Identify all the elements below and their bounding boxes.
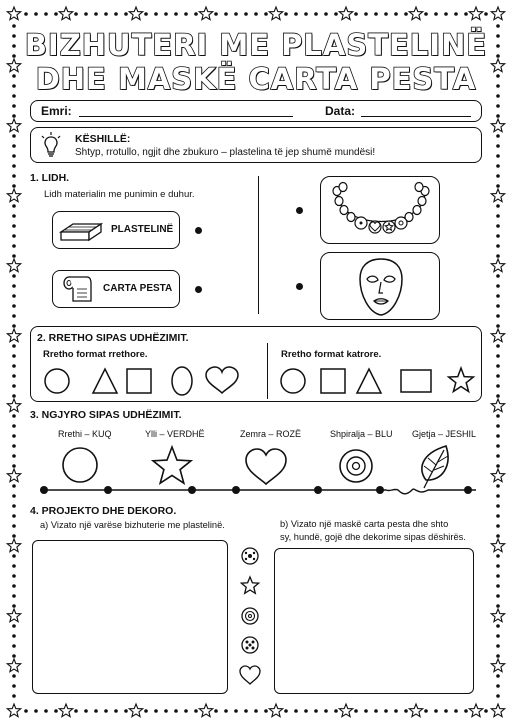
- section3-heading: 3. NGJYRO SIPAS UDHËZIMIT.: [30, 409, 182, 421]
- section4-b-line2: sy, hundë, gojë dhe dekorime sipas dëshirës.: [280, 532, 466, 542]
- shape-star-2[interactable]: [449, 368, 474, 392]
- star-icon: [241, 577, 258, 593]
- heart-icon: [240, 666, 260, 684]
- date-field[interactable]: [361, 116, 471, 117]
- section2-heading: 2. RRETHO SIPAS UDHËZIMIT.: [37, 332, 189, 344]
- match-item-carta-pesta[interactable]: [52, 270, 180, 308]
- section2-shapes: [31, 327, 483, 403]
- name-date-box: [30, 100, 482, 122]
- shape-square-2[interactable]: [321, 369, 345, 393]
- section2-left-instruction: Rretho format rrethore.: [43, 349, 148, 360]
- section2-right-instruction: Rretho format katrore.: [281, 349, 382, 360]
- tip-box: [30, 127, 482, 163]
- shape-square-1[interactable]: [127, 369, 151, 393]
- section1-divider: [258, 176, 259, 314]
- date-label: Data:: [325, 104, 356, 118]
- section1-heading: 1. LIDH.: [30, 172, 70, 184]
- section4-heading: 4. PROJEKTO DHE DEKORO.: [30, 505, 177, 517]
- color-circle[interactable]: [63, 448, 97, 482]
- necklace-icon: [329, 183, 433, 239]
- shape-circle-2[interactable]: [281, 369, 305, 393]
- paper-roll-icon: [61, 275, 97, 305]
- section4-b-line1: b) Vizato një maskë carta pesta dhe shto: [280, 519, 449, 529]
- shape-circle-1[interactable]: [45, 369, 69, 393]
- drawing-area-mask[interactable]: [274, 548, 474, 694]
- mask-card[interactable]: [320, 252, 440, 320]
- shape-heart-1[interactable]: [206, 367, 238, 393]
- shape-triangle-1[interactable]: [93, 369, 117, 393]
- match-label-carta-pesta: CARTA PESTA: [103, 283, 173, 294]
- title-line-2: DHE MASKË CARTA PESTA: [35, 62, 477, 96]
- clay-block-icon: [59, 218, 103, 244]
- necklace-card[interactable]: [320, 176, 440, 244]
- color-leaf[interactable]: [422, 446, 448, 488]
- shape-triangle-2[interactable]: [357, 369, 381, 393]
- match-dot-plastelina[interactable]: [195, 227, 202, 234]
- color-label-heart: Zemra – ROZË: [240, 429, 302, 439]
- tip-heading: KËSHILLË:: [75, 133, 131, 145]
- tip-text: Shtyp, rrotullo, ngjit dhe zbukuro – plastelina të jep shumë mundësi!: [75, 147, 376, 158]
- match-dot-necklace[interactable]: [296, 207, 303, 214]
- title-line-1: BIZHUTERI ME PLASTELINË: [24, 28, 488, 62]
- section2-box: [30, 326, 482, 402]
- section3-shapes: [0, 440, 512, 504]
- color-spiral[interactable]: [340, 450, 372, 482]
- shape-oval-1[interactable]: [172, 367, 192, 395]
- color-label-spiral: Shpiralja – BLU: [330, 429, 393, 439]
- name-field[interactable]: [79, 116, 293, 117]
- color-label-leaf: Gjetja – JESHIL: [412, 429, 477, 439]
- mask-icon: [357, 257, 405, 317]
- match-dot-carta-pesta[interactable]: [195, 286, 202, 293]
- bead-flower-icon: [242, 548, 258, 564]
- drawing-area-jewelry[interactable]: [32, 540, 228, 694]
- shape-rectangle-2[interactable]: [401, 370, 431, 392]
- color-label-circle: Rrethi – KUQ: [58, 429, 112, 439]
- section4-a-text: a) Vizato një varëse bizhuterie me plastelinë.: [40, 520, 225, 530]
- name-label: Emri:: [41, 104, 72, 118]
- match-label-plastelina: PLASTELINË: [111, 224, 174, 235]
- dotted-bead-icon: [242, 637, 258, 653]
- section4-icon-column: [236, 544, 266, 694]
- color-label-star: Ylli – VERDHË: [145, 429, 205, 439]
- section1-instruction: Lidh materialin me punimin e duhur.: [44, 189, 195, 200]
- color-star[interactable]: [153, 447, 191, 483]
- color-heart[interactable]: [246, 449, 286, 484]
- spiral-icon: [242, 608, 258, 624]
- lightbulb-icon: [41, 132, 61, 158]
- match-dot-mask[interactable]: [296, 283, 303, 290]
- match-item-plastelina[interactable]: [52, 211, 180, 249]
